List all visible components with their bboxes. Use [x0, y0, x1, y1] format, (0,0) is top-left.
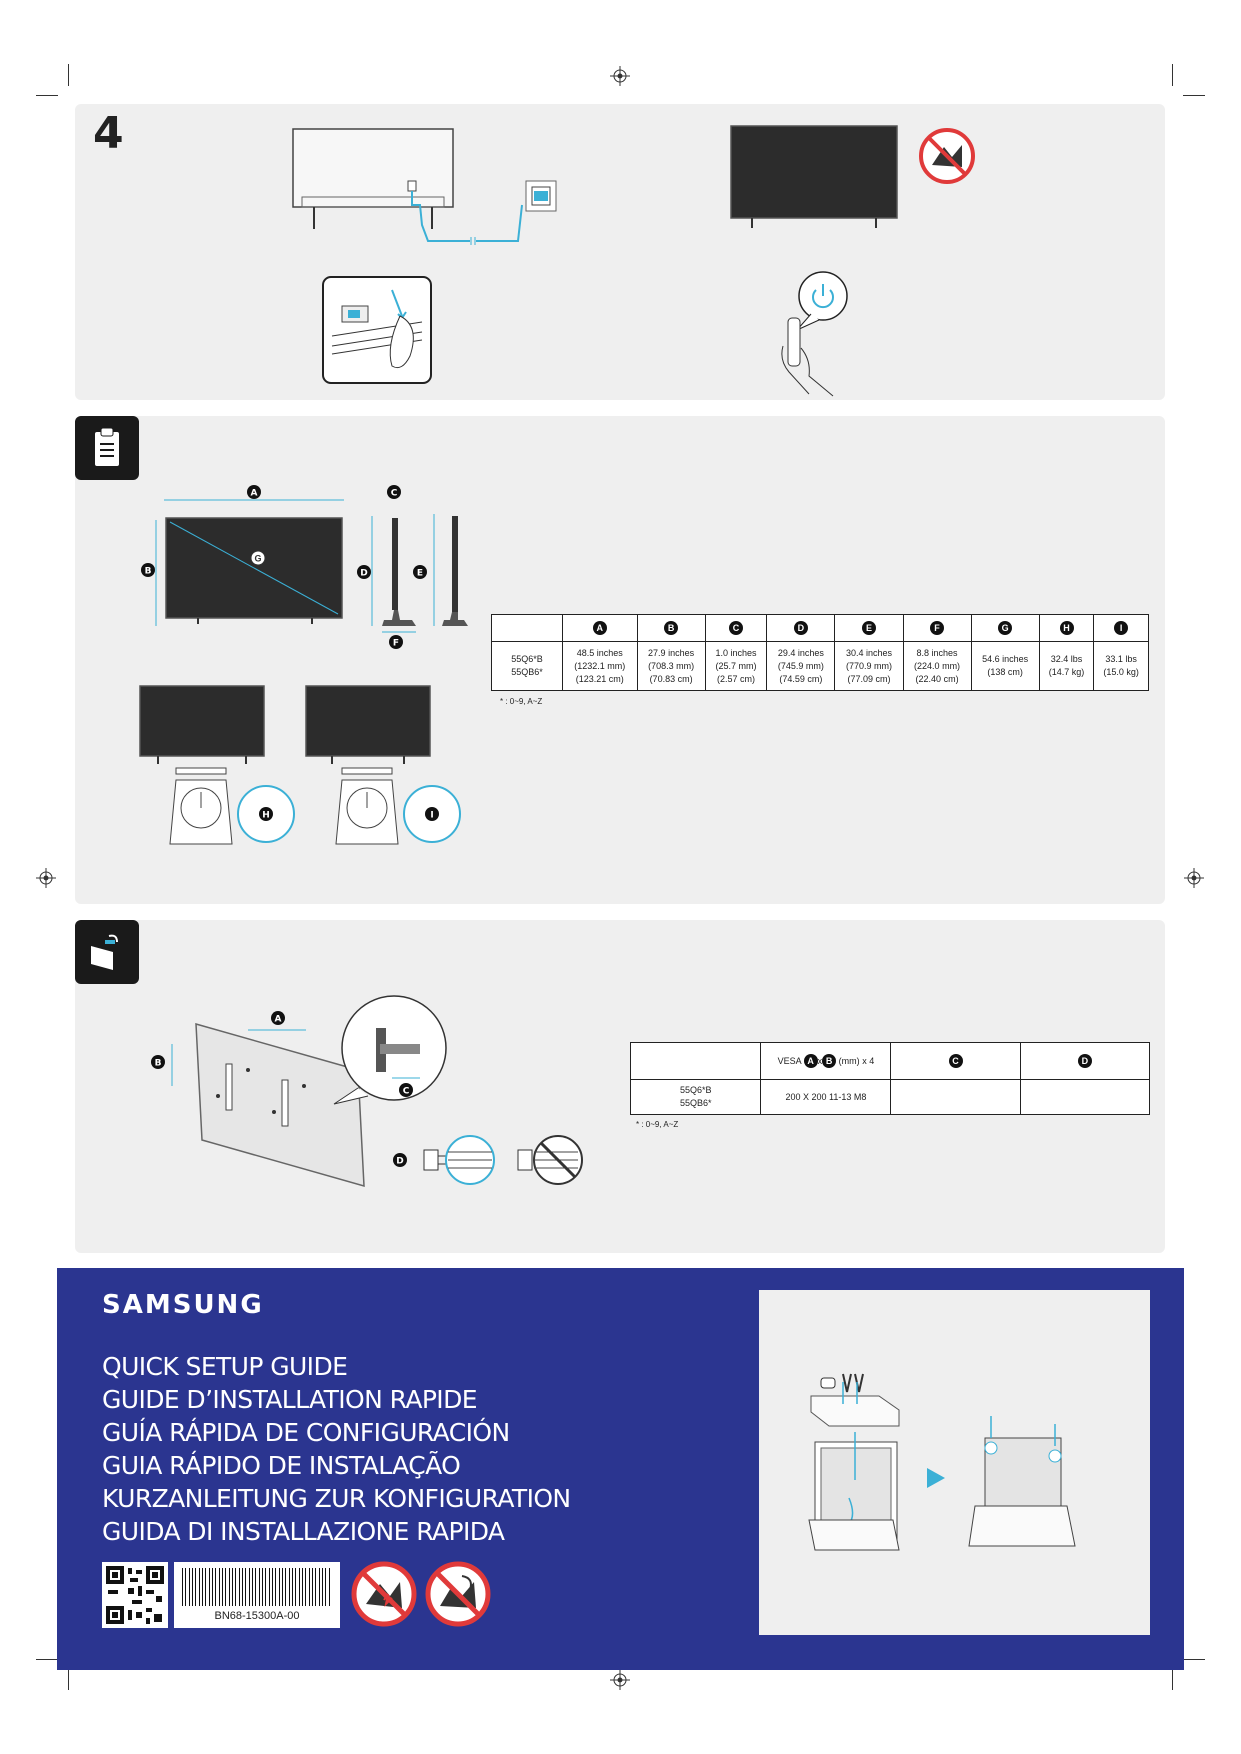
barcode-bar	[242, 1568, 243, 1606]
barcode-bar	[255, 1568, 256, 1606]
barcode-bar	[319, 1568, 320, 1606]
guide-title: GUIDE D’INSTALLATION RAPIDE	[102, 1385, 477, 1414]
barcode-bar	[309, 1568, 310, 1606]
remote-power-button-illustration	[775, 268, 875, 398]
tv-back-with-power-cable-illustration	[290, 125, 580, 255]
table-row: 55Q6*B 55QB6* 200 X 200 11-13 M8	[631, 1080, 1150, 1115]
barcode-bar	[182, 1568, 183, 1606]
barcode-bar	[225, 1568, 226, 1606]
barcode-bar	[229, 1568, 230, 1606]
barcode-bar	[199, 1568, 200, 1606]
barcode-bar	[212, 1568, 213, 1606]
barcode-bar	[282, 1568, 283, 1606]
part-number: BN68-15300A-00	[214, 1610, 300, 1622]
barcode-bar	[272, 1568, 273, 1606]
barcode-bar	[209, 1568, 210, 1606]
dimensions-table	[491, 614, 1149, 691]
no-hold-screen-icon	[424, 1560, 492, 1628]
barcode-bar	[215, 1568, 216, 1606]
step-4-panel	[75, 104, 1165, 400]
svg-text:F: F	[392, 638, 400, 649]
qr-code	[102, 1562, 168, 1628]
barcode-bar	[245, 1568, 246, 1606]
tv-front-illustration	[730, 124, 900, 232]
no-press-screen-icon	[350, 1560, 418, 1628]
barcode-bar	[259, 1568, 260, 1606]
barcode-bar	[252, 1568, 253, 1606]
svg-text:B: B	[154, 1058, 162, 1069]
svg-text:G: G	[254, 553, 262, 564]
step-number: 4	[93, 108, 124, 159]
guide-title: GUIDA DI INSTALLAZIONE RAPIDA	[102, 1517, 505, 1546]
svg-text:C: C	[390, 488, 398, 499]
table-row: 55Q6*B 55QB6* 48.5 inches (1232.1 mm) (123.21 cm) 27.9 inches (708.3 mm) (70.83 cm) 1.0 inches (25.7 mm) (2.57 cm) 29.4 inches (745.9 mm) (74.59 cm) 30.4 inches (770.9 mm) (77.09 cm) 8.8 inches (224.0 mm) (22.40 cm) 54.6 inches (138 cm) 32.4 lbs (14.7 kg) 33.1 lbs (15.0 kg)	[492, 642, 1149, 691]
barcode-bar	[195, 1568, 196, 1606]
dimensions-header-row: A B C D E F G H I	[492, 615, 1149, 642]
barcode-bar	[292, 1568, 293, 1606]
registration-mark	[610, 66, 630, 86]
registration-mark	[610, 1670, 630, 1690]
guide-title: GUÍA RÁPIDA DE CONFIGURACIÓN	[102, 1418, 510, 1447]
crop-mark	[1172, 64, 1173, 86]
crop-mark	[68, 1668, 69, 1690]
barcode-bar	[322, 1568, 323, 1606]
svg-text:A: A	[274, 1014, 282, 1025]
crop-mark	[36, 1659, 58, 1660]
barcode-bar	[249, 1568, 250, 1606]
svg-text:E: E	[416, 568, 424, 579]
barcode-bar	[289, 1568, 290, 1606]
barcode	[174, 1562, 340, 1628]
svg-text:D: D	[360, 568, 368, 579]
barcode-bar	[279, 1568, 280, 1606]
barcode-bar	[239, 1568, 240, 1606]
svg-text:D: D	[396, 1156, 404, 1167]
barcode-bar	[205, 1568, 206, 1606]
wall-mount-note: * : 0~9, A~Z	[636, 1120, 679, 1129]
barcode-bar	[312, 1568, 313, 1606]
svg-text:I: I	[430, 810, 434, 821]
no-press-screen-icon	[918, 127, 976, 185]
crop-mark	[1172, 1668, 1173, 1690]
tv-weight-diagram-with-stand	[136, 684, 311, 852]
cable-holder-closeup-illustration	[322, 276, 434, 386]
barcode-bar	[219, 1568, 220, 1606]
barcode-bar	[299, 1568, 300, 1606]
tv-dimension-diagram	[120, 480, 480, 660]
samsung-logo: SAMSUNG	[102, 1290, 264, 1320]
tv-weight-diagram-without-stand	[302, 684, 477, 852]
barcode-bar	[305, 1568, 306, 1606]
wall-mount-icon	[75, 920, 139, 984]
barcode-bar	[285, 1568, 286, 1606]
barcode-bar	[192, 1568, 193, 1606]
wall-mount-table	[630, 1042, 1150, 1115]
barcode-bar	[315, 1568, 316, 1606]
barcode-bar	[265, 1568, 266, 1606]
barcode-bar	[189, 1568, 190, 1606]
guide-title: QUICK SETUP GUIDE	[102, 1352, 348, 1381]
crop-mark	[36, 95, 58, 96]
clipboard-icon	[75, 416, 139, 480]
barcode-bar	[302, 1568, 303, 1606]
barcode-bar	[275, 1568, 276, 1606]
unboxing-illustration	[799, 1370, 1119, 1560]
svg-text:C: C	[402, 1086, 410, 1097]
registration-mark	[1184, 868, 1204, 888]
barcode-bar	[269, 1568, 270, 1606]
dimensions-note: * : 0~9, A~Z	[500, 697, 543, 706]
barcode-bar	[185, 1568, 186, 1606]
barcode-bar	[235, 1568, 236, 1606]
barcode-bar	[222, 1568, 223, 1606]
crop-mark	[1183, 95, 1205, 96]
barcode-bar	[202, 1568, 203, 1606]
svg-text:A: A	[250, 488, 258, 499]
guide-title: GUIA RÁPIDO DE INSTALAÇÃO	[102, 1451, 461, 1480]
guide-title: KURZANLEITUNG ZUR KONFIGURATION	[102, 1484, 571, 1513]
svg-text:H: H	[262, 810, 270, 821]
barcode-bar	[232, 1568, 233, 1606]
wall-mount-diagram	[148, 1000, 608, 1190]
barcode-bar	[329, 1568, 330, 1606]
unboxing-illustration-panel	[759, 1290, 1150, 1635]
registration-mark	[36, 868, 56, 888]
wall-mount-header-row: VESA A x B (mm) x 4 C D	[631, 1043, 1150, 1080]
barcode-bar	[295, 1568, 296, 1606]
svg-text:B: B	[144, 566, 152, 577]
barcode-bar	[325, 1568, 326, 1606]
barcode-bar	[262, 1568, 263, 1606]
crop-mark	[68, 64, 69, 86]
crop-mark	[1183, 1659, 1205, 1660]
